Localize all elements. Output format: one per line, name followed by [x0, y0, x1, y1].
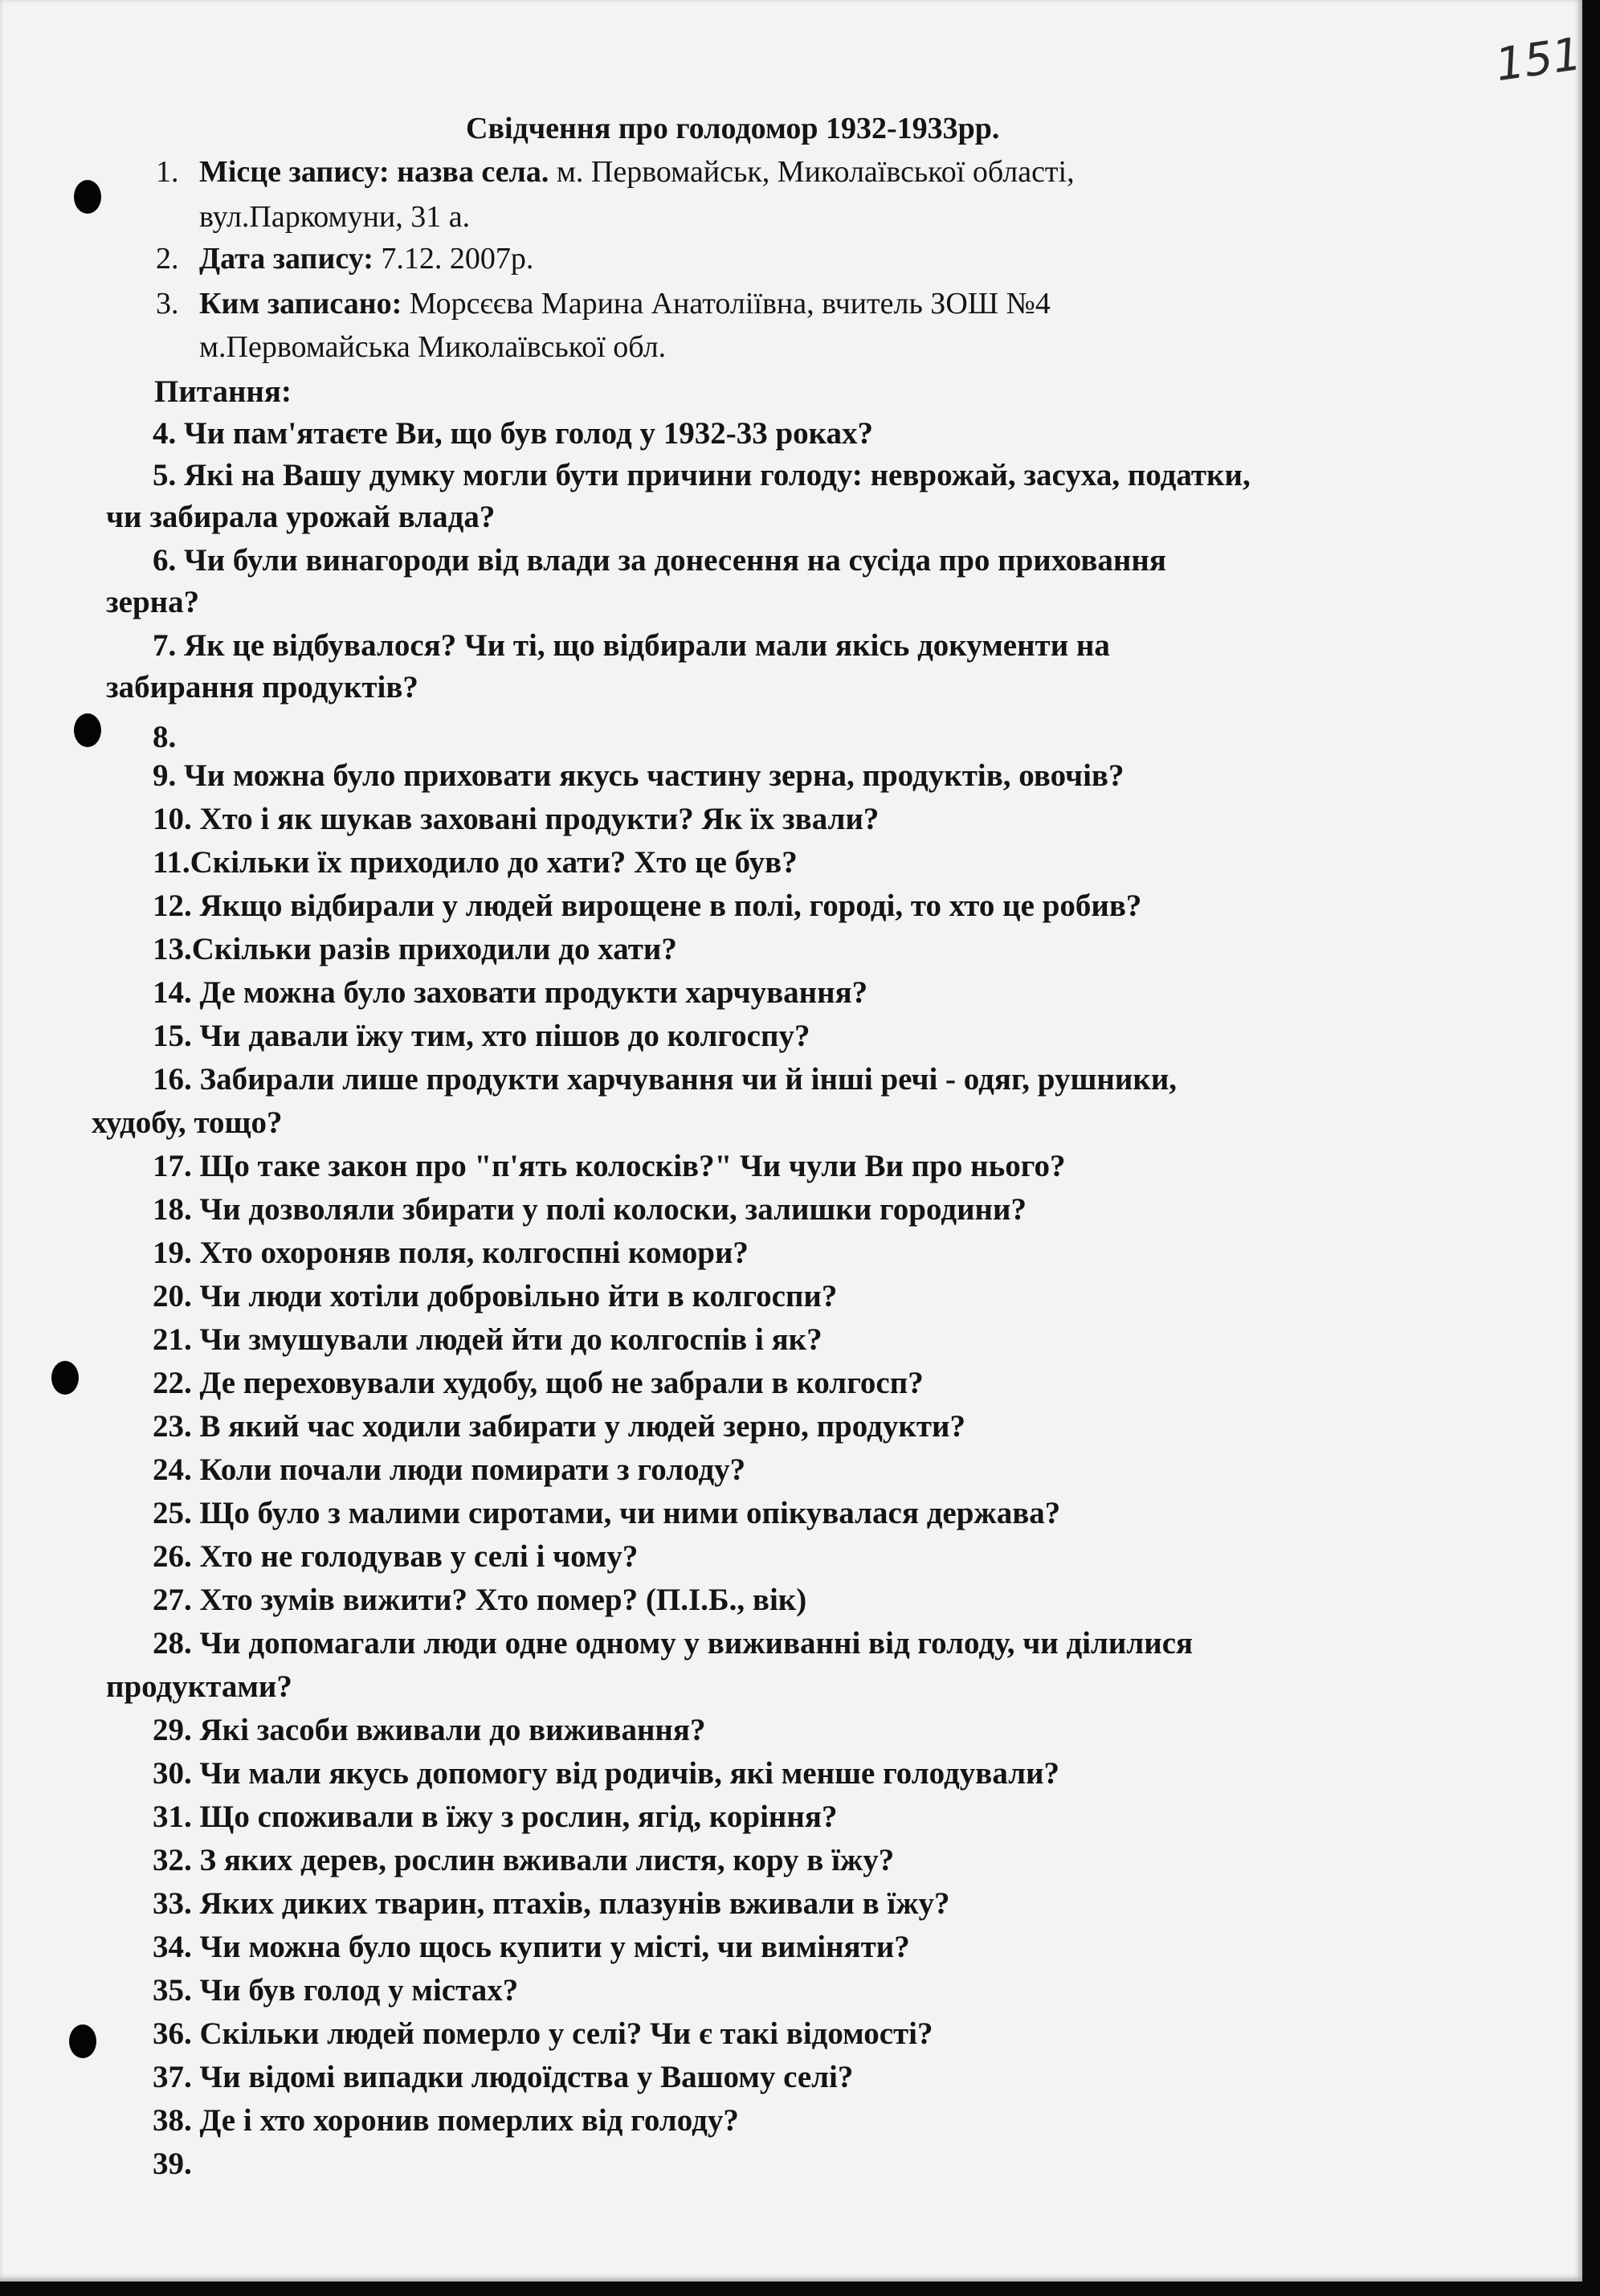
question-line: забирання продуктів? [106, 670, 418, 705]
question-line: 15. Чи давали їжу тим, хто пішов до колгоспу? [153, 1019, 810, 1053]
question-line: 13.Скільки разів приходили до хати? [153, 932, 677, 966]
question-line: 31. Що споживали в їжу з рослин, ягід, коріння? [153, 1800, 838, 1834]
question-line: 5. Які на Вашу думку могли бути причини голоду: неврожай, засуха, податки, [153, 458, 1251, 492]
record-date-label: Дата запису: [199, 242, 373, 276]
question-line: 28. Чи допомагали люди одне одному у виживанні від голоду, чи ділилися [153, 1626, 1194, 1661]
record-recorded-by-label: Ким записано: [199, 287, 402, 321]
question-line: 30. Чи мали якусь допомогу від родичів, які менше голодували? [153, 1756, 1060, 1791]
question-line: 12. Якщо відбирали у людей вирощене в полі, городі, то хто це робив? [153, 889, 1142, 923]
record-date-value: 7.12. 2007р. [373, 242, 534, 276]
question-line: 6. Чи були винагороди від влади за донесення на сусіда про приховання [153, 543, 1166, 578]
record-date-number: 2. [156, 242, 179, 276]
question-line: 17. Що таке закон про "п'ять колосків?" Чи чули Ви про нього? [153, 1149, 1066, 1183]
question-line: 33. Яких диких тварин, птахів, плазунів вживали в їжу? [153, 1886, 950, 1921]
document-title: Свідчення про голодомор 1932-1933рр. [466, 112, 1000, 145]
record-recorded-by [156, 286, 1051, 321]
question-line: худобу, тощо? [92, 1105, 283, 1140]
question-line: 34. Чи можна було щось купити у місті, чи виміняти? [153, 1930, 910, 1964]
questions-heading: Питання: [154, 374, 292, 409]
question-line: 22. Де переховували худобу, щоб не забрали в колгосп? [153, 1366, 924, 1400]
record-place-line2: вул.Паркомуни, 31 а. [199, 200, 471, 234]
question-line: 11.Скільки їх приходило до хати? Хто це був? [153, 845, 798, 880]
question-line: 25. Що було з малими сиротами, чи ними опікувалася держава? [153, 1496, 1061, 1530]
record-date [156, 241, 533, 276]
question-line: 20. Чи люди хотіли добровільно йти в колгоспи? [153, 1279, 838, 1313]
question-line: 27. Хто зумів вижити? Хто помер? (П.І.Б., вік) [153, 1583, 807, 1617]
question-line: 4. Чи пам'ятаєте Ви, що був голод у 1932-33 роках? [153, 416, 874, 451]
question-line: 38. Де і хто хоронив померлих від голоду? [153, 2103, 739, 2138]
record-place [156, 154, 1075, 190]
question-line: 10. Хто і як шукав заховані продукти? Як їх звали? [153, 802, 880, 836]
question-line: продуктами? [106, 1669, 292, 1704]
question-line: чи забирала урожай влада? [106, 500, 496, 534]
question-line: 18. Чи дозволяли збирати у полі колоски, залишки городини? [153, 1192, 1027, 1227]
record-recorded-by-value: Морсєєва Марина Анатоліївна, вчитель ЗОШ №4 [402, 287, 1051, 321]
record-recorded-by-line2: м.Первомайська Миколаївської обл. [199, 330, 667, 364]
question-line: 29. Які засоби вживали до виживання? [153, 1713, 706, 1747]
record-place-label: Місце запису: назва села. [199, 155, 549, 189]
question-line: 21. Чи змушували людей йти до колгоспів і як? [153, 1322, 822, 1357]
record-recorded-by-number: 3. [156, 287, 179, 321]
question-line: 16. Забирали лише продукти харчування чи й інші речі - одяг, рушники, [153, 1062, 1178, 1097]
question-line: 39. [153, 2147, 192, 2181]
handwritten-page-number: 151 [1492, 27, 1585, 92]
question-line: 9. Чи можна було приховати якусь частину зерна, продуктів, овочів? [153, 758, 1124, 793]
question-line: 26. Хто не голодував у селі і чому? [153, 1539, 639, 1574]
question-line: 14. Де можна було заховати продукти харчування? [153, 975, 868, 1010]
question-line: 35. Чи був голод у містах? [153, 1973, 519, 2008]
question-line: 37. Чи відомі випадки людоїдства у Вашому селі? [153, 2060, 854, 2094]
question-line: зерна? [106, 585, 200, 619]
question-line: 23. В який час ходили забирати у людей зерно, продукти? [153, 1409, 965, 1444]
question-line: 36. Скільки людей померло у селі? Чи є такі відомості? [153, 2016, 933, 2051]
question-line: 19. Хто охороняв поля, колгоспні комори? [153, 1236, 749, 1270]
question-line: 32. З яких дерев, рослин вживали листя, кору в їжу? [153, 1843, 895, 1877]
record-place-number: 1. [156, 155, 179, 189]
record-place-value: м. Первомайськ, Миколаївської області, [549, 155, 1075, 189]
question-line: 7. Як це відбувалося? Чи ті, що відбирали мали якісь документи на [153, 628, 1110, 663]
question-line: 8. [153, 720, 177, 754]
question-line: 24. Коли почали люди помирати з голоду? [153, 1452, 746, 1487]
